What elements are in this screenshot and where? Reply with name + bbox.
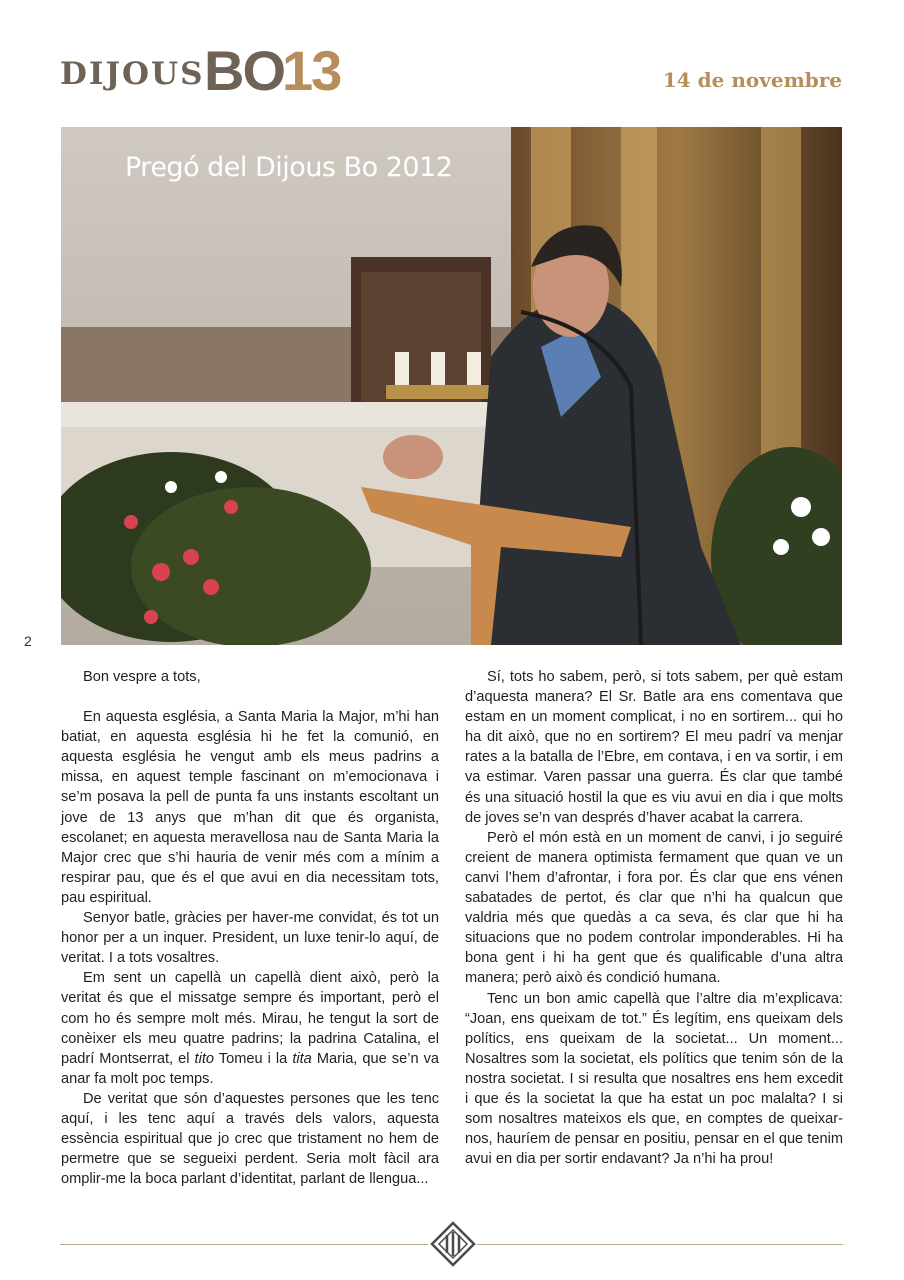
footer-divider-right (477, 1244, 843, 1245)
body-paragraph (61, 968, 439, 1089)
speaker-photo-illustration (61, 127, 842, 645)
greeting-paragraph: Bon vespre a tots, (83, 669, 201, 685)
footer-divider-left (60, 1244, 428, 1245)
body-paragraph: En aquesta església, a Santa Maria la Major, m’hi han batiat, en aquesta església hi he fet la comunió, en aquesta església he vengut amb els meus padrins a missa, en aquest temple fascinant on m’emocionava i se’m posava la pell de punta fa uns instants escoltant un jove de 13 anys que m’han dit que és organista, escolanet; en aquesta meravellosa nau de Santa Maria la Major crec que s’hi hauria de venir més com a mínim a respirar pau, que és el que avui en dia necessitam tots, pau espiritual. (61, 709, 439, 906)
body-paragraph: De veritat que són d’aquestes persones que les tenc aquí, i les tenc aquí a través dels valors, aquesta essència espiritual que jo crec que tristament no hem de permetre que se segueixi perdent. Seria molt fàcil ara omplir-me la boca parlant d’identitat, parlant de llengua... (61, 1090, 439, 1188)
logo-bo-text: BO (204, 39, 284, 102)
logo-number: 13 (282, 39, 341, 102)
right-text-column (465, 667, 843, 1169)
paragraph-text: Em sent un capellà un capellà dient això, però la veritat és que el missatge sempre és important, però el com ho és sempre molt més. Mirau, he tengut la sort de conèixer els meu quatre padrins; la padrina Catalina, el padrí Montserrat, el (61, 970, 439, 1067)
photo-title: Pregó del Dijous Bo 2012 (125, 152, 453, 183)
body-paragraph: Sí, tots ho sabem, però, si tots sabem, per què estam d’aquesta manera? El Sr. Batle ara ens comentava que estam en un moment complicat, i no en sortirem... qui ho ha dit això, que no en sortirem? El meu padrí va menjar rates a la batalla de l’Ebre, em contava, i en va sortir, i em va estimar. Varen passar una guerra. És clar que també és una situació hostil la que es viu avui en dia i que molts de joves se’n van després d’haver acabat la carrera. (465, 669, 843, 826)
municipal-emblem-icon (430, 1221, 476, 1267)
logo-dijous-text: DIJOUS (60, 56, 205, 92)
paragraph-text: Maria, que se’n va anar fa molt poc temps. (61, 1050, 440, 1087)
italic-word: tito (194, 1050, 215, 1067)
dijous-bo-logo (60, 38, 360, 102)
speaker-photo (61, 127, 842, 645)
issue-date: 14 de novembre (662, 68, 842, 92)
left-text-column (61, 667, 439, 1189)
body-paragraph: Senyor batle, gràcies per haver-me convidat, és tot un honor per a un inquer. President, un luxe tenir-lo aquí, de veritat. I a tots vosaltres. (61, 910, 439, 967)
body-paragraph: Però el món està en un moment de canvi, i jo seguiré creient de manera optimista fermament que quan ve un canvi l’hem d’afrontar, i fora por. És clar que ens vénen sabatades de pertot, és clar que n’hi ha qualcun que valdria més que quedàs a ca seva, és clar que hi ha situacions que no podem controlar imponderables. Hi ha bona gent i hi ha gent que és qualificable d’una altra manera; però això és condició humana. (465, 829, 843, 987)
page-number: 2 (24, 633, 32, 649)
italic-word: tita (292, 1050, 312, 1067)
paragraph-text: Tomeu i la (214, 1050, 293, 1067)
body-paragraph: Tenc un bon amic capellà que l’altre dia m’explicava: “Joan, ens queixam de tot.” És legítim, ens queixam dels polítics, ens queixam de la societat... Un moment... Nosaltres som la societat, els polítics que tenim són de la nostra societat. I si resulta que nosaltres ens hem excedit i que és la societat la que ha estat un poc malalta? I si som nosaltres mateixos els que, en comptes de queixar-nos, hauríem de pensar en positiu, pensar en el que tenim avui en dia per sortir endavant? Ja n’hi ha prou! (465, 990, 843, 1168)
